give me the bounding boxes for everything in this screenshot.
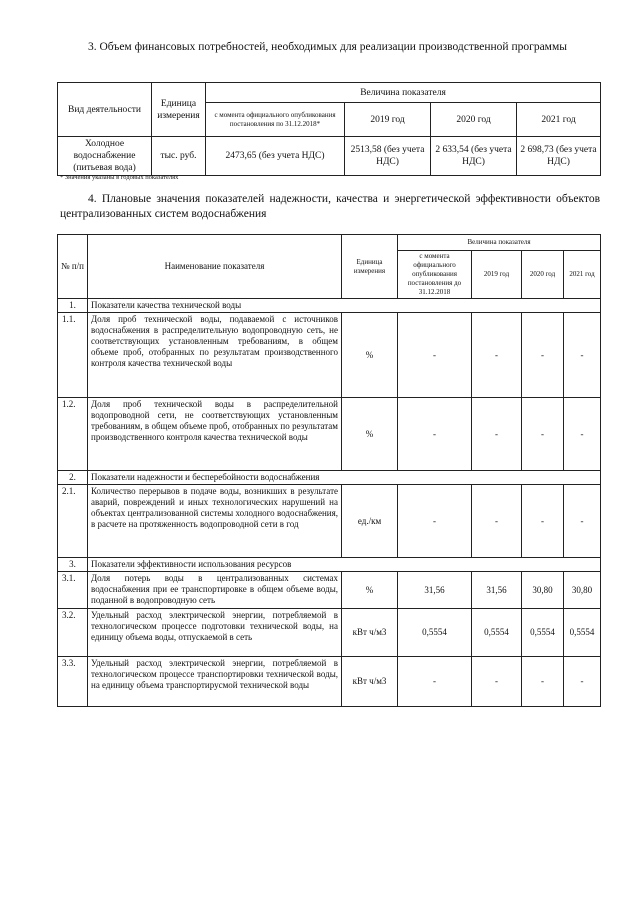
col-name-header: Наименование показателя — [88, 235, 342, 299]
value-cell: 0,5554 — [564, 609, 601, 657]
value-cell: 0,5554 — [522, 609, 564, 657]
value-cell: - — [472, 485, 522, 558]
section-title: Показатели эффективности использования ресурсов — [88, 558, 601, 572]
col-activity-header: Вид деятельности — [58, 83, 152, 137]
value-cell: - — [398, 313, 472, 398]
unit-cell: тыс. руб. — [152, 137, 206, 176]
value-cell: 0,5554 — [472, 609, 522, 657]
value-cell: - — [522, 485, 564, 558]
table-row — [58, 398, 601, 471]
unit-cell: % — [342, 313, 398, 398]
value-cell: - — [398, 485, 472, 558]
unit-cell: кВт ч/м3 — [342, 657, 398, 707]
col-2020-header: 2020 год — [431, 103, 517, 137]
col-unit-header: Единица измерения — [342, 235, 398, 299]
value-cell: 0,5554 — [398, 609, 472, 657]
col-2019-header: 2019 год — [472, 251, 522, 299]
col-period-header: с момента официального опубликования постановления до 31.12.2018 — [398, 251, 472, 299]
row-number: 3. — [58, 558, 88, 572]
value-cell: - — [564, 398, 601, 471]
row-number: 3.3. — [58, 657, 88, 707]
col-period-header: с момента официального опубликования постановления по 31.12.2018* — [206, 103, 345, 137]
value-cell: - — [522, 313, 564, 398]
value-cell: - — [564, 313, 601, 398]
indicator-name: Доля потерь воды в централизованных системах водоснабжения при ее транспортировке в общем объеме воды, поданной в водопроводную сеть — [88, 572, 342, 609]
row-number: 1. — [58, 299, 88, 313]
value-cell: 2 698,73 (без учета НДС) — [517, 137, 601, 176]
value-cell: 31,56 — [472, 572, 522, 609]
table-row — [58, 572, 601, 609]
table-row — [58, 609, 601, 657]
table-row — [58, 485, 601, 558]
activity-cell: Холодное водоснабжение (питьевая вода) — [58, 137, 152, 176]
indicator-name: Удельный расход электрической энергии, потребляемой в технологическом процессе подготовки технической воды, на единицу объема воды, отпускаемой в сеть — [88, 609, 342, 657]
section-title: Показатели качества технической воды — [88, 299, 601, 313]
unit-cell: % — [342, 572, 398, 609]
col-unit-header: Единица измерения — [152, 83, 206, 137]
indicator-name: Удельный расход электрической энергии, потребляемой в технологическом процессе транспортировки технической воды, на единицу объема транспортирусмой технической воды — [88, 657, 342, 707]
value-cell: 2473,65 (без учета НДС) — [206, 137, 345, 176]
indicator-name: Количество перерывов в подаче воды, возникших в результате аварий, повреждений и иных технологических нарушений на объектах централизованной системы холодного водоснабжения, в расчете на протяженность водопроводной сети в год — [88, 485, 342, 558]
financial-needs-table — [57, 82, 601, 176]
indicator-name: Доля проб технической воды в распределительной водопроводной сети, не соответствующих установленным требованиям, в общем объеме проб, отобранных по результатам производственного контроля качества технической воды — [88, 398, 342, 471]
col-2020-header: 2020 год — [522, 251, 564, 299]
indicator-name: Доля проб технической воды, подаваемой с источников водоснабжения в распределительную водопроводную сеть, не соответствующих установленным требованиям, в общем объеме проб, отобранных по результатам производственного контроля качества технической воды — [88, 313, 342, 398]
col-value-header: Величина показателя — [398, 235, 601, 251]
table-row — [58, 657, 601, 707]
unit-cell: кВт ч/м3 — [342, 609, 398, 657]
value-cell: - — [472, 398, 522, 471]
row-number: 1.1. — [58, 313, 88, 398]
value-cell: - — [564, 485, 601, 558]
section-4-heading: 4. Плановые значения показателей надежности, качества и энергетической эффективности объектов централизованных систем водоснабжения — [60, 193, 600, 220]
col-2021-header: 2021 год — [517, 103, 601, 137]
section-3-heading: 3. Объем финансовых потребностей, необходимых для реализации производственной программы — [88, 41, 567, 53]
col-2019-header: 2019 год — [345, 103, 431, 137]
indicators-table — [57, 234, 601, 707]
row-number: 2.1. — [58, 485, 88, 558]
unit-cell: % — [342, 398, 398, 471]
value-cell: - — [522, 398, 564, 471]
section-title: Показатели надежности и бесперебойности водоснабжения — [88, 471, 601, 485]
unit-cell: ед./км — [342, 485, 398, 558]
section-row — [58, 558, 601, 572]
value-cell: - — [522, 657, 564, 707]
value-cell: - — [472, 313, 522, 398]
row-number: 2. — [58, 471, 88, 485]
value-cell: 2513,58 (без учета НДС) — [345, 137, 431, 176]
section-row — [58, 471, 601, 485]
section-row — [58, 299, 601, 313]
value-cell: - — [398, 398, 472, 471]
value-cell: 2 633,54 (без учета НДС) — [431, 137, 517, 176]
footnote: * Значения указаны в годовых показателях — [60, 174, 179, 181]
col-value-header: Величина показателя — [206, 83, 601, 103]
row-number: 3.1. — [58, 572, 88, 609]
row-number: 3.2. — [58, 609, 88, 657]
table-row — [58, 313, 601, 398]
col-2021-header: 2021 год — [564, 251, 601, 299]
row-number: 1.2. — [58, 398, 88, 471]
value-cell: - — [472, 657, 522, 707]
value-cell: - — [398, 657, 472, 707]
col-num-header: № п/п — [58, 235, 88, 299]
value-cell: - — [564, 657, 601, 707]
table-row — [58, 137, 601, 176]
value-cell: 30,80 — [522, 572, 564, 609]
value-cell: 31,56 — [398, 572, 472, 609]
value-cell: 30,80 — [564, 572, 601, 609]
